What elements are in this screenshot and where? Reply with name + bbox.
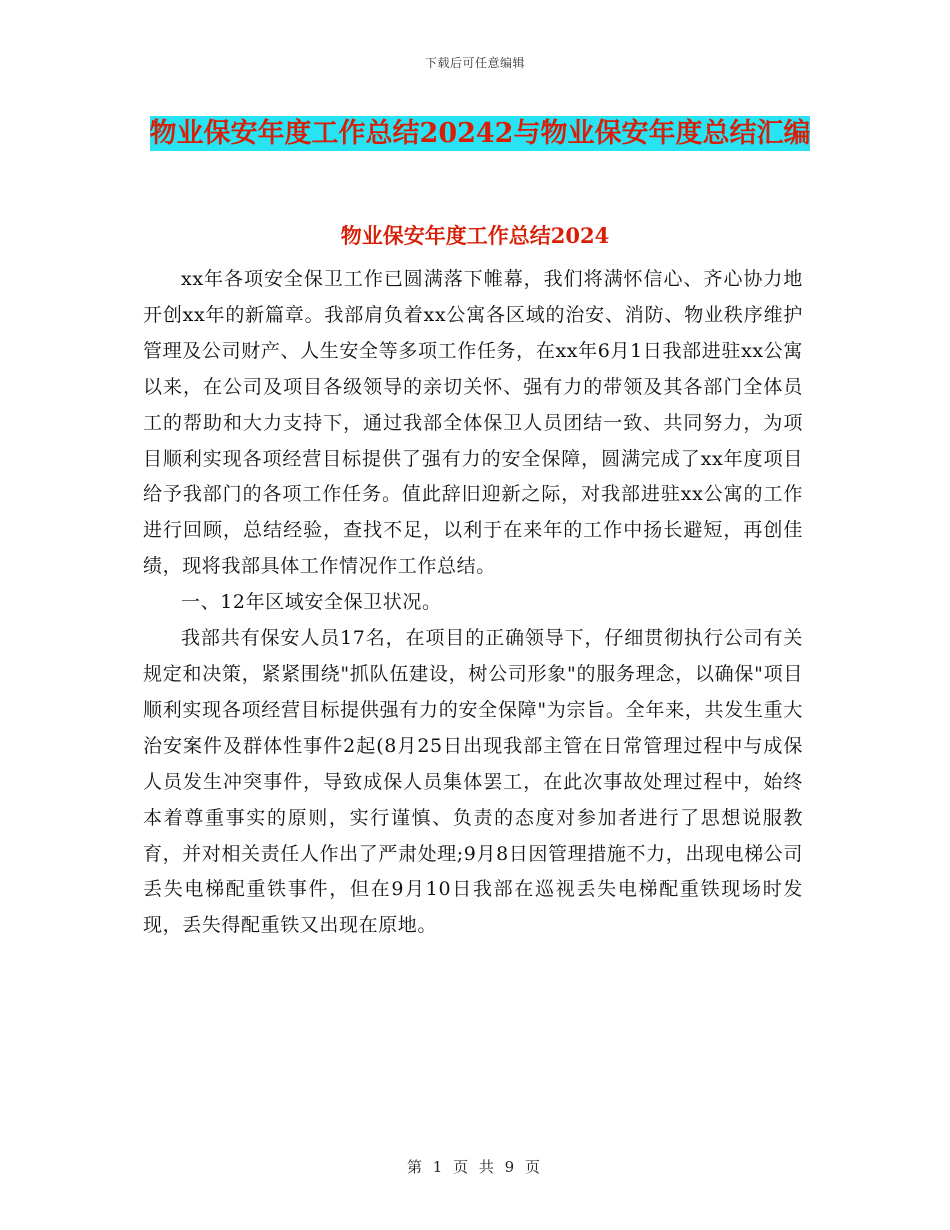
document-body	[143, 262, 803, 944]
paragraph-heading-one: 一、12年区域安全保卫状况。	[181, 591, 442, 614]
document-title-text: 物业保安年度工作总结20242与物业保安年度总结汇编	[149, 118, 811, 149]
section-title: 物业保安年度工作总结2024	[340, 223, 610, 248]
page-number-footer: 第 1 页 共 9 页	[407, 1158, 543, 1176]
document-title	[140, 108, 820, 160]
page-header-note: 下载后可任意编辑	[424, 56, 525, 70]
paragraph-security-status: 我部共有保安人员17名，在项目的正确领导下，仔细贯彻执行公司有关规定和决策，紧紧围绕"抓队伍建设，树公司形象"的服务理念，以确保"项目顺利实现各项经营目标提供强有力的安全保障"为宗旨。全年来，共发生重大治安案件及群体性事件2起(8月25日出现我部主管在日常管理过程中与成保人员发生冲突事件，导致成保人员集体罢工，在此次事故处理过程中，始终本着尊重事实的原则，实行谨慎、负责的态度对参加者进行了思想说服教育，并对相关责任人作出了严肃处理;9月8日因管理措施不力，出现电梯公司丢失电梯配重铁事件，但在9月10日我部在巡视丢失电梯配重铁现场时发现，丢失得配重铁又出现在原地。	[143, 627, 803, 937]
paragraph-intro: xx年各项安全保卫工作已圆满落下帷幕，我们将满怀信心、齐心协力地开创xx年的新篇章。我部肩负着xx公寓各区域的治安、消防、物业秩序维护管理及公司财产、人生安全等多项工作任务，在xx年6月1日我部进驻xx公寓以来，在公司及项目各级领导的亲切关怀、强有力的带领及其各部门全体员工的帮助和大力支持下，通过我部全体保卫人员团结一致、共同努力，为项目顺利实现各项经营目标提供了强有力的安全保障，圆满完成了xx年度项目给予我部门的各项工作任务。值此辞旧迎新之际，对我部进驻xx公寓的工作进行回顾，总结经验，查找不足，以利于在来年的工作中扬长避短，再创佳绩，现将我部具体工作情况作工作总结。	[143, 268, 803, 578]
